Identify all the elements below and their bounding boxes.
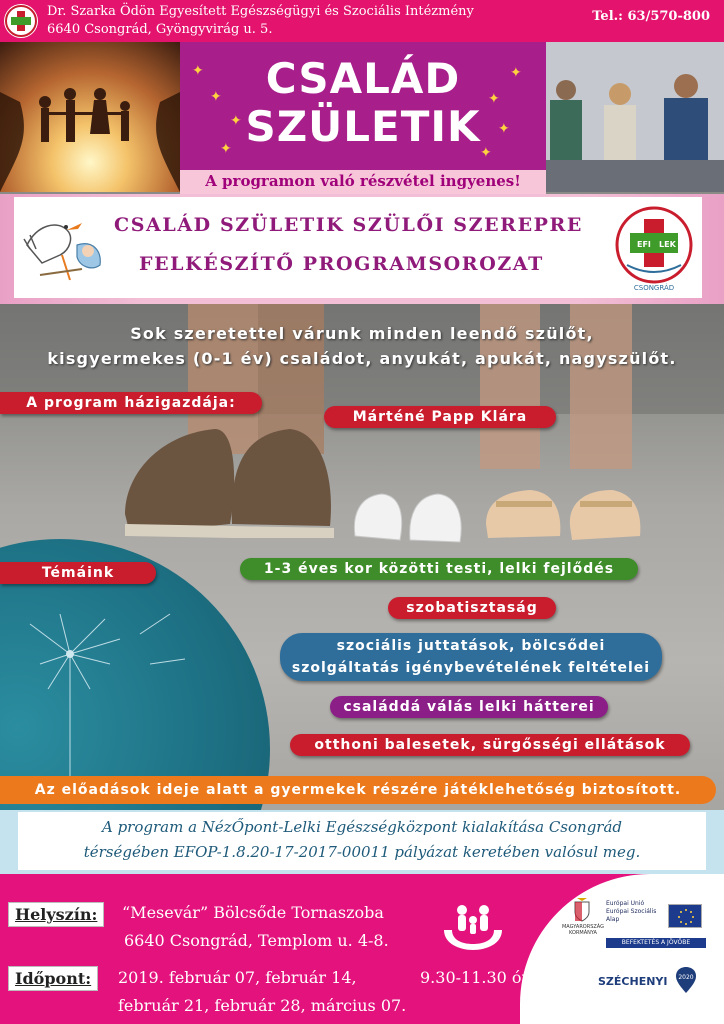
location-line-2: 6640 Csongrád, Templom u. 4-8. <box>124 931 389 950</box>
star-icon: ✦ <box>192 63 204 79</box>
date-line-2: február 21, február 28, március 07. <box>118 996 407 1015</box>
szechenyi-logo-text: SZÉCHENYI <box>598 975 668 988</box>
szechenyi-2020-icon <box>674 966 698 994</box>
dandelion-icon <box>10 594 210 794</box>
szechenyi-year: 2020 <box>678 974 694 981</box>
eu-text-line-3: Alap <box>606 916 620 923</box>
eu-flag-icon <box>668 904 702 928</box>
star-icon: ✦ <box>210 89 222 105</box>
efi-lek-logo <box>613 205 695 293</box>
eu-funding-logos <box>560 898 706 948</box>
program-banner <box>14 197 702 298</box>
eu-text-line-1: Európai Unió <box>606 900 645 907</box>
institution-name: Dr. Szarka Ödön Egyesített Egészségügyi és Szociális Intézmény <box>47 4 474 19</box>
institution-address: 6640 Csongrád, Gyöngyvirág u. 5. <box>47 22 273 37</box>
logo-city: CSONGRÁD <box>633 284 675 292</box>
hungary-gov-line-1: MAGYARORSZÁG <box>561 924 605 930</box>
title-panel <box>180 42 546 170</box>
topic-family-formation: családdá válás lelki hátterei <box>330 696 608 718</box>
institution-logo <box>4 4 38 38</box>
topic-home-accidents: otthoni balesetek, sürgősségi ellátások <box>290 734 690 756</box>
eu-invest-band: BEFEKTETÉS A JÖVŐBE <box>606 938 706 948</box>
host-label: A program házigazdája: <box>0 392 262 414</box>
topic-social-benefits-line-2: szolgáltatás igénybevételének feltételei <box>291 660 651 676</box>
star-icon: ✦ <box>480 145 492 161</box>
efop-line-1: A program a NézŐpont-Lelki Egészségközpont kialakítása Csongrád <box>101 818 623 836</box>
childcare-notice: Az előadások ideje alatt a gyermekek részére játéklehetőség biztosított. <box>0 776 716 804</box>
free-participation-text: A programon való részvétel ingyenes! <box>205 172 521 190</box>
family-silhouette-photo <box>0 42 180 192</box>
logo-text-right: LEK <box>659 240 676 249</box>
star-icon: ✦ <box>498 121 510 137</box>
title-line-1: CSALÁD <box>265 54 461 103</box>
title-line-2: SZÜLETIK <box>245 102 481 151</box>
topic-development: 1-3 éves kor közötti testi, lelki fejlődés <box>240 558 638 580</box>
intro-line-1: Sok szeretettel várunk minden leendő szülőt, <box>130 324 594 343</box>
star-icon: ✦ <box>220 141 232 157</box>
location-label: Helyszín: <box>8 902 104 927</box>
topic-toilet-training: szobatisztaság <box>388 597 556 619</box>
program-title-line-2: FELKÉSZÍTŐ PROGRAMSOROZAT <box>139 253 544 275</box>
stork-icon <box>22 205 112 290</box>
date-line-1: 2019. február 07, február 14, <box>118 968 357 987</box>
star-icon: ✦ <box>488 91 500 107</box>
topic-social-benefits-line-1: szociális juttatások, bölcsődei <box>336 638 606 654</box>
phone-number: Tel.: 63/570-800 <box>592 9 710 24</box>
host-name: Márténé Papp Klára <box>324 406 556 428</box>
header-bar <box>0 0 724 42</box>
eu-text-line-2: Európai Szociális <box>606 908 657 915</box>
star-icon: ✦ <box>510 65 522 81</box>
program-title-line-1: CSALÁD SZÜLETIK SZÜLŐI SZEREPRE <box>114 214 584 236</box>
intro-line-2: kisgyermekes (0-1 év) családot, anyukát, apukát, nagyszülőt. <box>47 349 677 368</box>
family-care-icon <box>440 900 506 952</box>
location-line-1: “Mesevár” Bölcsőde Tornaszoba <box>122 903 384 922</box>
hungary-crest-icon <box>574 898 590 922</box>
counseling-group-photo <box>546 42 724 192</box>
hungary-gov-line-2: KORMÁNYA <box>569 930 597 936</box>
time-text: 9.30-11.30 óra <box>420 968 539 987</box>
topics-label: Témáink <box>0 562 156 584</box>
star-icon: ✦ <box>230 113 242 129</box>
efop-line-2: térségében EFOP-1.8.20-17-2017-00011 pályázat keretében valósul meg. <box>83 843 641 861</box>
logo-text-left: EFI <box>637 240 651 249</box>
date-label: Időpont: <box>8 966 98 991</box>
topic-social-benefits <box>280 633 662 681</box>
